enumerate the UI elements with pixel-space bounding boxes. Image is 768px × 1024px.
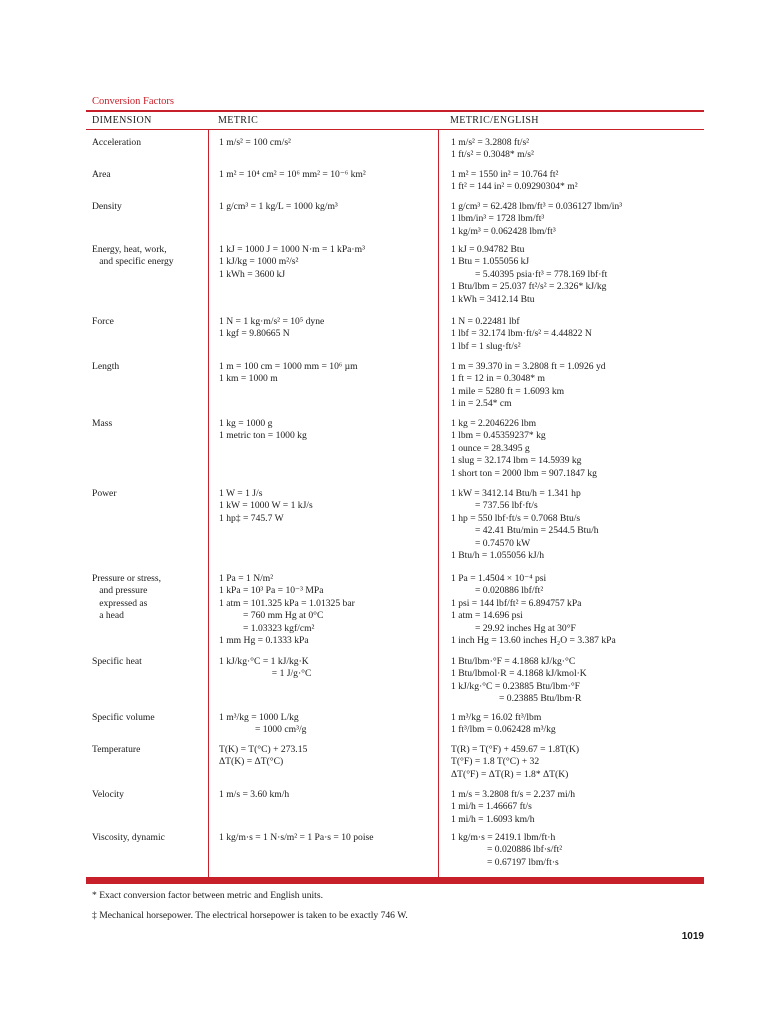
column-header-metric-english: METRIC/ENGLISH: [450, 115, 539, 126]
table-cell-dimension: Viscosity, dynamic: [92, 832, 165, 843]
table-cell-metric: 1 N = 1 kg·m/s² = 10⁵ dyne 1 kgf = 9.80665 N: [219, 316, 325, 340]
table-cell-metric: 1 m/s = 3.60 km/h: [219, 789, 290, 800]
table-cell-dimension: Mass: [92, 418, 113, 429]
table-cell-metric: 1 kJ = 1000 J = 1000 N·m = 1 kPa·m³ 1 kJ/kg = 1000 m²/s² 1 kWh = 3600 kJ: [219, 244, 365, 280]
column-header-dimension: DIMENSION: [92, 115, 152, 126]
table-cell-metric-english: 1 m² = 1550 in² = 10.764 ft² 1 ft² = 144 in² = 0.09290304* m²: [451, 169, 578, 193]
column-divider: [208, 130, 209, 877]
header-rule: [86, 129, 704, 130]
table-cell-metric: 1 Pa = 1 N/m² 1 kPa = 10³ Pa = 10⁻³ MPa 1 atm = 101.325 kPa = 1.01325 bar = 760 mm Hg at 0°C = 1.03323 kgf/cm² 1 mm Hg = 0.1333 kPa: [219, 573, 355, 647]
table-cell-dimension: Temperature: [92, 744, 141, 755]
footnote-exact: * Exact conversion factor between metric and English units.: [92, 890, 323, 901]
table-cell-metric-english: 1 kJ = 0.94782 Btu 1 Btu = 1.055056 kJ = 5.40395 psia·ft³ = 778.169 lbf·ft 1 Btu/lbm = 25.037 ft²/s² = 2.326* kJ/kg 1 kWh = 3412.14 Btu: [451, 244, 608, 305]
table-cell-dimension: Area: [92, 169, 111, 180]
table-cell-metric-english: 1 kW = 3412.14 Btu/h = 1.341 hp = 737.56 lbf·ft/s 1 hp = 550 lbf·ft/s = 0.7068 Btu/s = 42.41 Btu/min = 2544.5 Btu/h = 0.74570 kW 1 Btu/h = 1.055056 kJ/h: [451, 488, 599, 562]
table-cell-dimension: Specific volume: [92, 712, 155, 723]
table-cell-metric: 1 kJ/kg·°C = 1 kJ/kg·K = 1 J/g·°C: [219, 656, 312, 680]
column-header-metric: METRIC: [218, 115, 259, 126]
table-cell-metric: T(K) = T(°C) + 273.15 ΔT(K) = ΔT(°C): [219, 744, 308, 768]
table-cell-metric: 1 m/s² = 100 cm/s²: [219, 137, 291, 148]
table-cell-metric: 1 kg = 1000 g 1 metric ton = 1000 kg: [219, 418, 307, 442]
table-cell-metric-english: 1 m/s = 3.2808 ft/s = 2.237 mi/h 1 mi/h = 1.46667 ft/s 1 mi/h = 1.6093 km/h: [451, 789, 576, 825]
page-number: 1019: [681, 931, 704, 942]
table-cell-metric: 1 kg/m·s = 1 N·s/m² = 1 Pa·s = 10 poise: [219, 832, 374, 843]
table-cell-metric-english: 1 kg = 2.2046226 lbm 1 lbm = 0.45359237* kg 1 ounce = 28.3495 g 1 slug = 32.174 lbm = 14.5939 kg 1 short ton = 2000 lbm = 907.1847 kg: [451, 418, 597, 479]
table-cell-metric-english: 1 Pa = 1.4504 × 10⁻⁴ psi = 0.020886 lbf/ft² 1 psi = 144 lbf/ft² = 6.894757 kPa 1 atm = 14.696 psi = 29.92 inches Hg at 30°F 1 inch Hg = 13.60 inches H₂O = 3.387 kPa: [451, 573, 616, 647]
table-cell-metric: 1 g/cm³ = 1 kg/L = 1000 kg/m³: [219, 201, 338, 212]
table-cell-dimension: Length: [92, 361, 120, 372]
footnote-horsepower: ‡ Mechanical horsepower. The electrical horsepower is taken to be exactly 746 W.: [92, 910, 408, 921]
top-rule: [86, 110, 704, 112]
table-cell-dimension: Density: [92, 201, 122, 212]
table-cell-metric-english: 1 kg/m·s = 2419.1 lbm/ft·h = 0.020886 lbf·s/ft² = 0.67197 lbm/ft·s: [451, 832, 563, 868]
table-cell-dimension: Power: [92, 488, 117, 499]
table-cell-dimension: Pressure or stress, and pressure expressed as a head: [92, 573, 162, 622]
bottom-rule: [86, 877, 704, 884]
table-cell-metric-english: 1 m/s² = 3.2808 ft/s² 1 ft/s² = 0.3048* m/s²: [451, 137, 534, 161]
table-cell-metric: 1 m³/kg = 1000 L/kg = 1000 cm³/g: [219, 712, 307, 736]
table-cell-metric: 1 m = 100 cm = 1000 mm = 10⁶ µm 1 km = 1000 m: [219, 361, 358, 385]
table-cell-dimension: Force: [92, 316, 114, 327]
table-cell-metric-english: 1 m = 39.370 in = 3.2808 ft = 1.0926 yd 1 ft = 12 in = 0.3048* m 1 mile = 5280 ft = 1.6093 km 1 in = 2.54* cm: [451, 361, 606, 410]
column-divider: [438, 130, 439, 877]
table-cell-metric-english: T(R) = T(°F) + 459.67 = 1.8T(K) T(°F) = 1.8 T(°C) + 32 ΔT(°F) = ΔT(R) = 1.8* ΔT(K): [451, 744, 580, 780]
table-cell-dimension: Acceleration: [92, 137, 142, 148]
table-cell-metric-english: 1 N = 0.22481 lbf 1 lbf = 32.174 lbm·ft/s² = 4.44822 N 1 lbf = 1 slug·ft/s²: [451, 316, 592, 352]
table-cell-metric-english: 1 Btu/lbm·°F = 4.1868 kJ/kg·°C 1 Btu/lbmol·R = 4.1868 kJ/kmol·K 1 kJ/kg·°C = 0.23885 Btu/lbm·°F = 0.23885 Btu/lbm·R: [451, 656, 587, 705]
table-cell-metric: 1 W = 1 J/s 1 kW = 1000 W = 1 kJ/s 1 hp‡ = 745.7 W: [219, 488, 313, 524]
page-title: Conversion Factors: [92, 96, 174, 107]
table-cell-metric: 1 m² = 10⁴ cm² = 10⁶ mm² = 10⁻⁶ km²: [219, 169, 366, 180]
table-cell-dimension: Velocity: [92, 789, 124, 800]
table-cell-metric-english: 1 g/cm³ = 62.428 lbm/ft³ = 0.036127 lbm/in³ 1 lbm/in³ = 1728 lbm/ft³ 1 kg/m³ = 0.062428 lbm/ft³: [451, 201, 623, 237]
table-cell-dimension: Specific heat: [92, 656, 142, 667]
table-cell-dimension: Energy, heat, work, and specific energy: [92, 244, 174, 268]
table-cell-metric-english: 1 m³/kg = 16.02 ft³/lbm 1 ft³/lbm = 0.062428 m³/kg: [451, 712, 556, 736]
